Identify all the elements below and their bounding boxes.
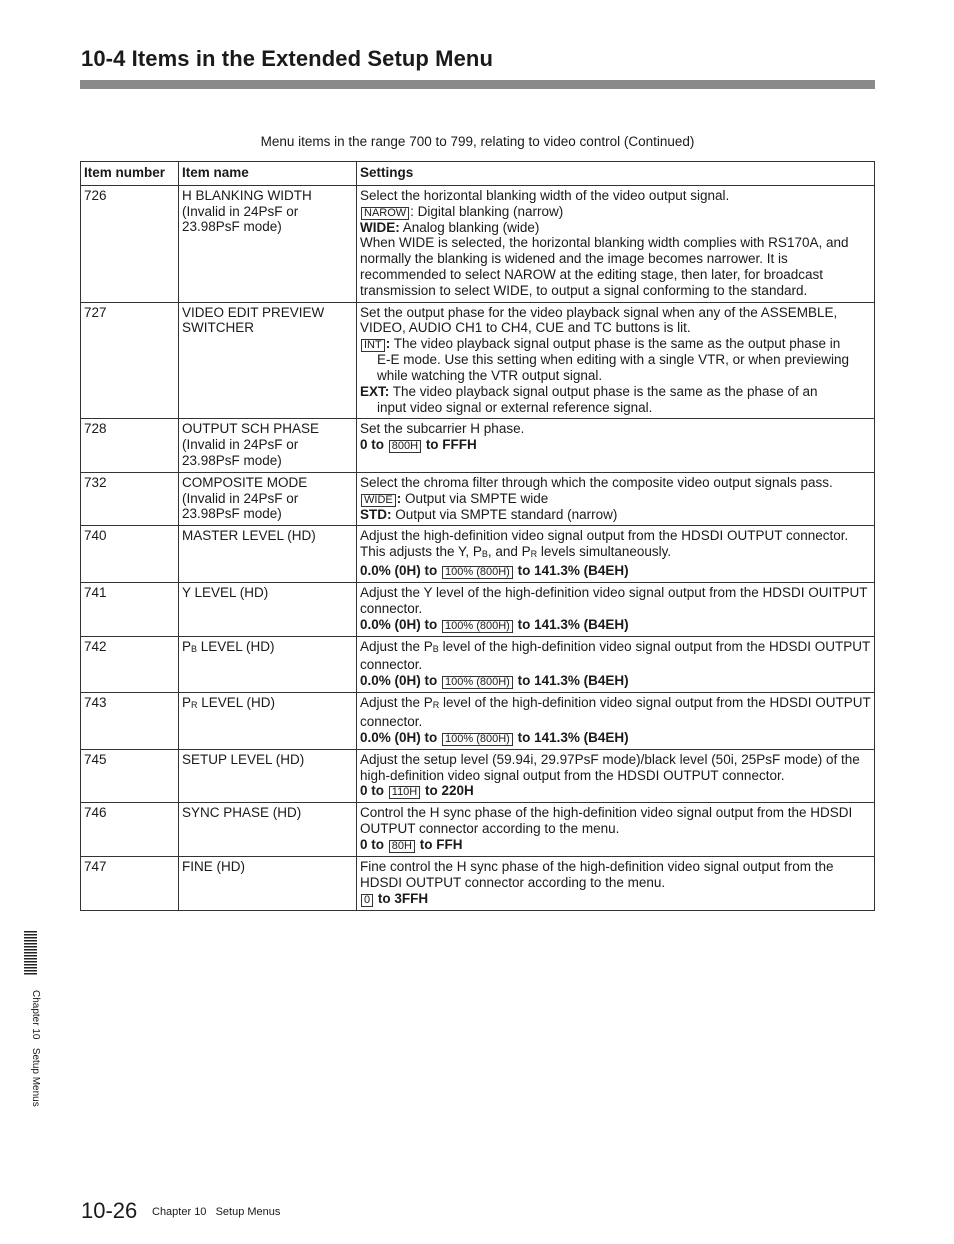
settings-text: level of the high-definition video signal output from the HDSDI OUTPUT connector. bbox=[360, 695, 871, 729]
item-name-line bbox=[182, 639, 353, 658]
settings-line bbox=[360, 673, 871, 689]
default-value-box: INT bbox=[361, 339, 385, 352]
option-label: STD: bbox=[360, 506, 392, 522]
title-rule bbox=[80, 80, 875, 89]
settings-line bbox=[360, 859, 871, 891]
settings-text: Adjust the P bbox=[360, 638, 433, 654]
item-name bbox=[179, 803, 357, 857]
settings-line bbox=[360, 475, 871, 491]
item-number: 743 bbox=[81, 693, 179, 750]
col-header-item-number: Item number bbox=[81, 162, 179, 186]
settings-line bbox=[360, 752, 871, 784]
item-settings bbox=[357, 803, 875, 857]
item-name-line: (Invalid in 24PsF or bbox=[182, 437, 299, 453]
item-name-line: COMPOSITE MODE bbox=[182, 474, 308, 490]
item-name-line: (Invalid in 24PsF or bbox=[182, 490, 299, 506]
table-row bbox=[81, 526, 875, 583]
item-name bbox=[179, 185, 357, 302]
item-name-line: OUTPUT SCH PHASE bbox=[182, 421, 320, 437]
item-settings bbox=[357, 856, 875, 910]
table-header-row bbox=[81, 162, 875, 186]
item-name-line: 23.98PsF mode) bbox=[182, 452, 282, 468]
table-row bbox=[81, 693, 875, 750]
default-value-box: NAROW bbox=[361, 207, 409, 220]
item-number: 747 bbox=[81, 856, 179, 910]
settings-line bbox=[360, 639, 871, 674]
item-name bbox=[179, 636, 357, 693]
default-value-box: WIDE bbox=[361, 494, 396, 507]
settings-line bbox=[360, 783, 871, 799]
range-start: 0 to bbox=[360, 783, 388, 799]
settings-line bbox=[360, 384, 871, 400]
range-end: to FFFH bbox=[422, 437, 477, 453]
settings-text: Select the horizontal blanking width of the video output signal. bbox=[360, 187, 730, 203]
item-name-line: SYNC PHASE (HD) bbox=[182, 805, 302, 821]
settings-line bbox=[360, 507, 871, 523]
table-row bbox=[81, 582, 875, 636]
range-end: to 141.3% (B4EH) bbox=[513, 673, 629, 689]
item-number: 726 bbox=[81, 185, 179, 302]
settings-text: Set the subcarrier H phase. bbox=[360, 421, 525, 437]
settings-text: Set the output phase for the video playback signal when any of the ASSEMBLE, VIDEO, AUDIO CH1 to CH4, CUE and TC buttons is lit. bbox=[360, 304, 838, 336]
range-start: 0.0% (0H) to bbox=[360, 616, 442, 632]
side-chapter-label: Chapter 10 Setup Menus bbox=[30, 990, 41, 1107]
item-number: 732 bbox=[81, 472, 179, 526]
subscript: B bbox=[481, 549, 488, 560]
item-settings bbox=[357, 526, 875, 583]
settings-line bbox=[360, 491, 871, 507]
item-name-line: VIDEO EDIT PREVIEW bbox=[182, 304, 325, 320]
settings-line bbox=[360, 730, 871, 746]
settings-line bbox=[360, 220, 871, 236]
table-row bbox=[81, 803, 875, 857]
item-name bbox=[179, 749, 357, 803]
item-name-line: SETUP LEVEL (HD) bbox=[182, 751, 305, 767]
item-settings bbox=[357, 472, 875, 526]
option-label: WIDE: bbox=[360, 219, 400, 235]
option-description: The video playback signal output phase is the same as the output phase in bbox=[390, 336, 841, 352]
range-end: to 141.3% (B4EH) bbox=[513, 562, 629, 578]
subscript: R bbox=[432, 700, 440, 711]
item-number: 745 bbox=[81, 749, 179, 803]
item-number: 746 bbox=[81, 803, 179, 857]
settings-text: Adjust the setup level (59.94i, 29.97PsF mode)/black level (50i, 25PsF mode) of the high-definition video signal output from the HDSDI OUTPUT connector. bbox=[360, 751, 860, 783]
settings-line bbox=[360, 695, 871, 730]
default-value-box: 100% (800H) bbox=[442, 733, 513, 746]
item-name-line: Y LEVEL (HD) bbox=[182, 584, 269, 600]
option-description: Output via SMPTE wide bbox=[401, 490, 549, 506]
range-end: to 220H bbox=[421, 783, 474, 799]
item-settings bbox=[357, 419, 875, 472]
default-value-box: 80H bbox=[389, 840, 415, 853]
option-label: EXT: bbox=[360, 383, 390, 399]
default-value-box: 100% (800H) bbox=[442, 566, 513, 579]
settings-line bbox=[360, 235, 871, 298]
table-row bbox=[81, 419, 875, 472]
item-settings bbox=[357, 582, 875, 636]
range-end: to FFH bbox=[415, 836, 463, 852]
col-header-settings: Settings bbox=[357, 162, 875, 186]
range-end: to 141.3% (B4EH) bbox=[513, 616, 629, 632]
item-name bbox=[179, 856, 357, 910]
item-name-line: SWITCHER bbox=[182, 320, 254, 336]
item-name bbox=[179, 419, 357, 472]
option-description: Output via SMPTE standard (narrow) bbox=[391, 506, 618, 522]
settings-text: This adjusts the Y, P bbox=[360, 544, 482, 560]
option-colon: : bbox=[385, 336, 391, 352]
range-start: 0.0% (0H) to bbox=[360, 562, 442, 578]
settings-line bbox=[360, 204, 871, 220]
option-description: Analog blanking (wide) bbox=[399, 219, 540, 235]
settings-continuation: input video signal or external reference signal. bbox=[377, 399, 653, 415]
item-number: 727 bbox=[81, 302, 179, 419]
default-value-box: 800H bbox=[389, 440, 421, 453]
item-number: 728 bbox=[81, 419, 179, 472]
item-name bbox=[179, 526, 357, 583]
settings-line bbox=[360, 528, 871, 544]
item-name-prefix: P bbox=[182, 638, 192, 654]
subscript: R bbox=[530, 549, 538, 560]
item-name-line: H BLANKING WIDTH bbox=[182, 187, 312, 203]
settings-line bbox=[360, 585, 871, 617]
chapter-thumb-tab bbox=[24, 931, 37, 976]
settings-text: , and P bbox=[487, 544, 531, 560]
item-settings bbox=[357, 693, 875, 750]
table-row bbox=[81, 472, 875, 526]
item-name-rest: LEVEL (HD) bbox=[197, 638, 275, 654]
item-name bbox=[179, 302, 357, 419]
footer-chapter: Chapter 10 Setup Menus bbox=[152, 1206, 281, 1218]
settings-text: levels simultaneously. bbox=[537, 544, 672, 560]
range-start: 0.0% (0H) to bbox=[360, 729, 442, 745]
item-number: 740 bbox=[81, 526, 179, 583]
option-description: : Digital blanking (narrow) bbox=[410, 203, 564, 219]
section-title: 10-4 Items in the Extended Setup Menu bbox=[81, 46, 493, 71]
settings-continuation: E-E mode. Use this setting when editing with a single VTR, or when previewing while watching the VTR output signal. bbox=[377, 352, 849, 383]
settings-text: Adjust the high-definition video signal output from the HDSDI OUTPUT connector. bbox=[360, 528, 849, 544]
settings-line bbox=[360, 544, 871, 563]
page-number: 10-26 bbox=[81, 1198, 138, 1223]
settings-line bbox=[360, 805, 871, 837]
settings-line bbox=[360, 421, 871, 437]
item-name-line: 23.98PsF mode) bbox=[182, 506, 282, 522]
settings-line bbox=[360, 563, 871, 579]
item-settings bbox=[357, 185, 875, 302]
range-start: 0 to bbox=[360, 836, 388, 852]
table-row bbox=[81, 749, 875, 803]
table-caption: Menu items in the range 700 to 799, relating to video control (Continued) bbox=[260, 134, 695, 149]
default-value-box: 100% (800H) bbox=[442, 620, 513, 633]
default-value-box: 100% (800H) bbox=[442, 676, 513, 689]
settings-line bbox=[360, 305, 871, 337]
item-name-subscript: B bbox=[191, 643, 198, 654]
table-row bbox=[81, 636, 875, 693]
default-value-box: 0 bbox=[361, 894, 373, 907]
range-end: to 3FFH bbox=[374, 890, 429, 906]
settings-line bbox=[360, 336, 871, 352]
settings-text: Select the chroma filter through which the composite video output signals pass. bbox=[360, 474, 833, 490]
table-row bbox=[81, 856, 875, 910]
settings-table bbox=[80, 161, 875, 911]
item-name bbox=[179, 693, 357, 750]
item-name-prefix: P bbox=[182, 695, 192, 711]
range-end: to 141.3% (B4EH) bbox=[513, 729, 629, 745]
item-name-line: 23.98PsF mode) bbox=[182, 219, 282, 235]
item-name-line: FINE (HD) bbox=[182, 858, 245, 874]
item-name-rest: LEVEL (HD) bbox=[197, 695, 276, 711]
item-name-line bbox=[182, 695, 353, 714]
settings-line bbox=[360, 617, 871, 633]
option-description: The video playback signal output phase is the same as the phase of an bbox=[389, 383, 818, 399]
settings-line bbox=[360, 188, 871, 204]
default-value-box: 110H bbox=[389, 786, 420, 799]
item-name-line: (Invalid in 24PsF or bbox=[182, 203, 299, 219]
settings-line bbox=[360, 837, 871, 853]
item-name-line: MASTER LEVEL (HD) bbox=[182, 528, 316, 544]
item-name bbox=[179, 582, 357, 636]
settings-text: Fine control the H sync phase of the high-definition video signal output from the HDSDI OUTPUT connector according to the menu. bbox=[360, 858, 834, 890]
option-colon: : bbox=[396, 490, 402, 506]
item-number: 741 bbox=[81, 582, 179, 636]
item-settings bbox=[357, 749, 875, 803]
settings-text: Adjust the Y level of the high-definition video signal output from the HDSDI OUITPUT connector. bbox=[360, 584, 868, 616]
settings-text: When WIDE is selected, the horizontal blanking width complies with RS170A, and normally the blanking is widened and the image becomes narrower. It is recommended to select NAROW at the editing stage, then later, for broadcast transmission to select WIDE, to output a signal conforming to the standard. bbox=[360, 235, 849, 298]
col-header-item-name: Item name bbox=[179, 162, 357, 186]
settings-line bbox=[360, 891, 871, 907]
range-start: 0.0% (0H) to bbox=[360, 673, 442, 689]
settings-line bbox=[360, 437, 871, 453]
settings-text: Control the H sync phase of the high-definition video signal output from the HDSDI OUTPUT connector according to the menu. bbox=[360, 805, 853, 837]
subscript: B bbox=[432, 643, 439, 654]
table-row bbox=[81, 302, 875, 419]
item-name bbox=[179, 472, 357, 526]
table-row bbox=[81, 185, 875, 302]
item-settings bbox=[357, 636, 875, 693]
item-settings bbox=[357, 302, 875, 419]
settings-text: Adjust the P bbox=[360, 695, 433, 711]
range-start: 0 to bbox=[360, 437, 388, 453]
item-number: 742 bbox=[81, 636, 179, 693]
item-name-subscript: R bbox=[191, 700, 198, 711]
settings-text: level of the high-definition video signal output from the HDSDI OUTPUT connector. bbox=[360, 638, 871, 673]
